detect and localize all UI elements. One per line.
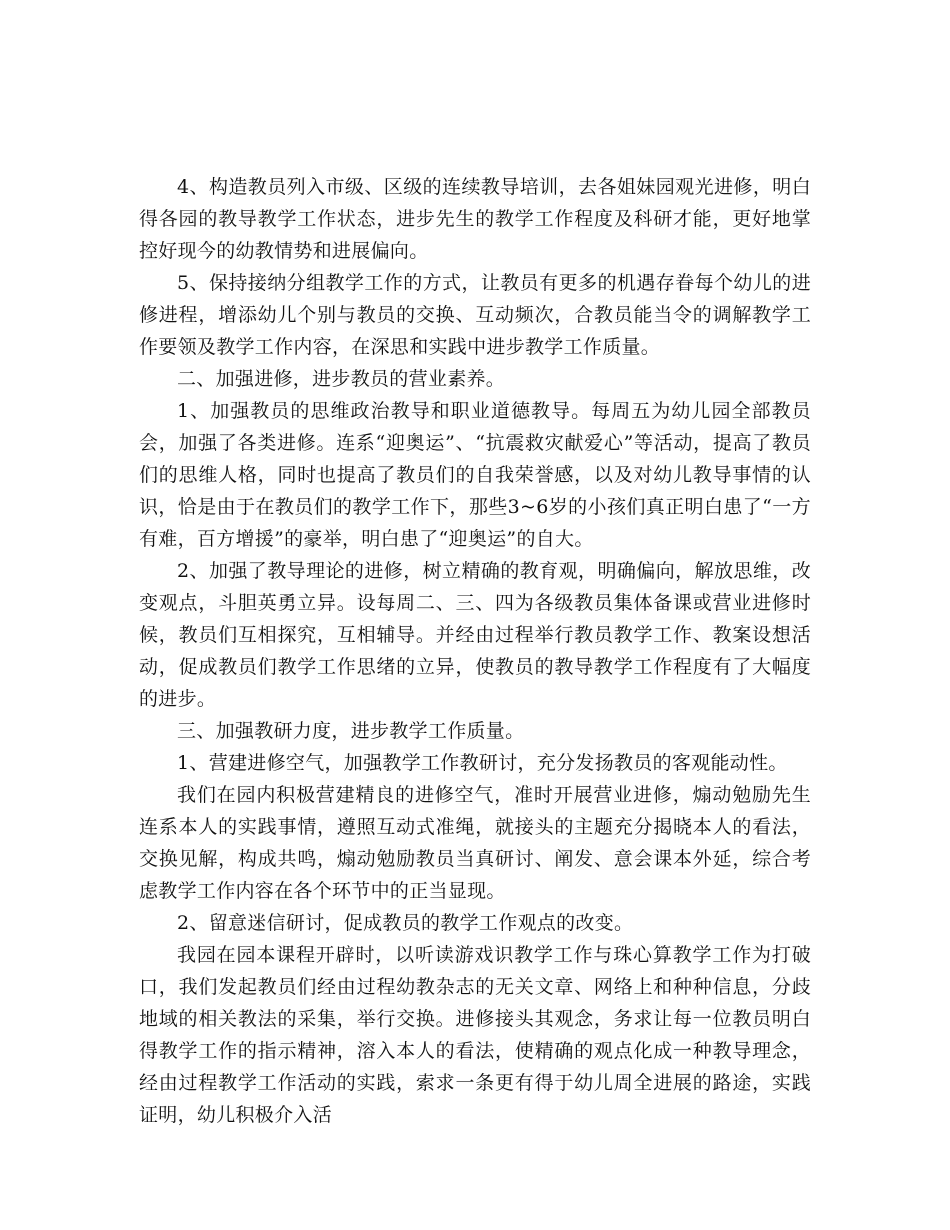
- subsection-heading: 1、营建进修空气，加强教学工作教研讨，充分发扬教员的客观能动性。: [177, 752, 788, 774]
- section-heading: 二、加强进修，进步教员的营业素养。: [177, 368, 506, 390]
- document-body: [139, 171, 811, 1131]
- paragraph: 我们在园内积极营建精良的进修空气，准时开展营业进修，煽动勉励先生连系本人的实践事情，遵照互动式准绳，就接头的主题充分揭晓本人的看法，交换见解，构成共鸣，煽动勉励教员当真研讨、阐发、意会课本外延，综合考虑教学工作内容在各个环节中的正当显现。: [139, 784, 811, 902]
- paragraph: 1、加强教员的思维政治教导和职业道德教导。每周五为幼儿园全部教员会，加强了各类进修。连系“迎奥运”、“抗震救灾献爱心”等活动，提高了教员们的思维人格，同时也提高了教员们的自我荣誉感，以及对幼儿教导事情的认识，恰是由于在教员们的教学工作下，那些3~6岁的小孩们真正明白患了“一方有难，百方增援”的豪举，明白患了“迎奥运”的自大。: [139, 400, 811, 550]
- section-heading: 三、加强教研力度，进步教学工作质量。: [177, 720, 525, 742]
- paragraph: 2、加强了教导理论的进修，树立精确的教育观，明确偏向，解放思维，改变观点，斗胆英勇立异。设每周二、三、四为各级教员集体备课或营业进修时候，教员们互相探究，互相辅导。并经由过程举行教员教学工作、教案设想活动，促成教员们教学工作思绪的立异，使教员的教导教学工作程度有了大幅度的进步。: [139, 560, 811, 710]
- paragraph: 我园在园本课程开辟时，以听读游戏识教学工作与珠心算教学工作为打破口，我们发起教员们经由过程幼教杂志的无关文章、网络上和种种信息，分歧地域的相关教法的采集，举行交换。进修接头其观念，务求让每一位教员明白得教学工作的指示精神，溶入本人的看法，使精确的观点化成一种教导理念，经由过程教学工作活动的实践，索求一条更有得于幼儿周全进展的路途，实践证明，幼儿积极介入活: [139, 944, 811, 1126]
- subsection-heading: 2、留意迷信研讨，促成教员的教学工作观点的改变。: [177, 912, 634, 934]
- paragraph: 4、构造教员列入市级、区级的连续教导培训，去各姐妹园观光进修，明白得各园的教导教学工作状态，进步先生的教学工作程度及科研才能，更好地掌控好现今的幼教情势和进展偏向。: [139, 176, 811, 262]
- paragraph: 5、保持接纳分组教学工作的方式，让教员有更多的机遇存眷每个幼儿的进修进程，增添幼儿个别与教员的交换、互动频次，合教员能当令的调解教学工作要领及教学工作内容，在深思和实践中进步教学工作质量。: [139, 272, 811, 358]
